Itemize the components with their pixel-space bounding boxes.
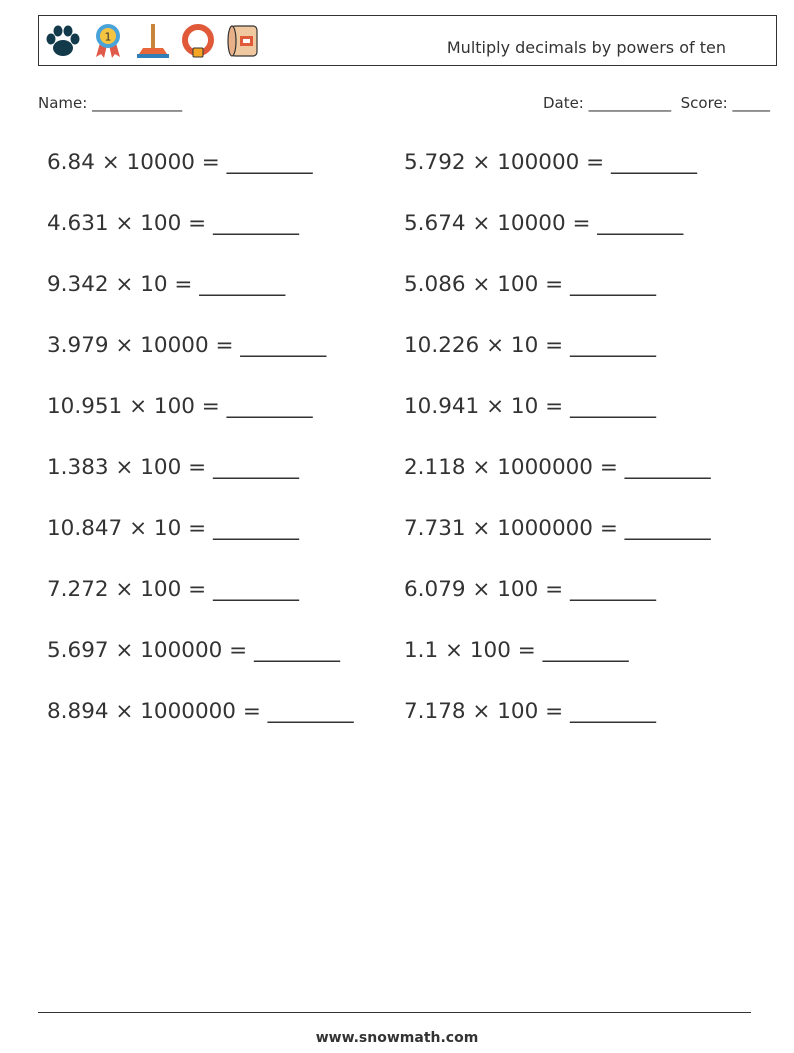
problem-item: 4.631 × 100 = ________ <box>47 211 299 236</box>
problem-column-left <box>47 145 354 755</box>
worksheet-header <box>38 15 777 66</box>
name-field: Name: ____________ <box>38 94 183 112</box>
problem-item: 5.697 × 100000 = ________ <box>47 638 340 663</box>
problem-item: 7.272 × 100 = ________ <box>47 577 299 602</box>
problem-item: 10.226 × 10 = ________ <box>404 333 656 358</box>
problem-item: 5.674 × 10000 = ________ <box>404 211 684 236</box>
header-icons <box>43 21 268 61</box>
footer-divider <box>38 1012 751 1013</box>
svg-text:1: 1 <box>104 30 112 44</box>
problem-item: 6.84 × 10000 = ________ <box>47 150 313 175</box>
toilet-plunger-icon <box>133 21 173 61</box>
problem-item: 1.1 × 100 = ________ <box>404 638 629 663</box>
problem-item: 10.847 × 10 = ________ <box>47 516 299 541</box>
problem-item: 7.178 × 100 = ________ <box>404 699 656 724</box>
problem-item: 7.731 × 1000000 = ________ <box>404 516 711 541</box>
date-score-fields: Date: ___________ Score: _____ <box>542 94 770 112</box>
ring-icon <box>178 21 218 61</box>
problem-item: 9.342 × 10 = ________ <box>47 272 286 297</box>
problem-item: 5.086 × 100 = ________ <box>404 272 656 297</box>
problem-item: 3.979 × 10000 = ________ <box>47 333 327 358</box>
problem-column-right <box>404 145 711 755</box>
problem-item: 10.941 × 10 = ________ <box>404 394 656 419</box>
problem-item: 8.894 × 1000000 = ________ <box>47 699 354 724</box>
problem-item: 5.792 × 100000 = ________ <box>404 150 697 175</box>
medal-icon <box>88 21 128 61</box>
page-title: Multiply decimals by powers of ten <box>446 38 726 57</box>
problem-item: 6.079 × 100 = ________ <box>404 577 656 602</box>
problem-item: 2.118 × 1000000 = ________ <box>404 455 711 480</box>
footer-website: www.snowmath.com <box>315 1030 479 1046</box>
problem-item: 10.951 × 100 = ________ <box>47 394 313 419</box>
paw-icon <box>43 21 83 61</box>
problem-item: 1.383 × 100 = ________ <box>47 455 299 480</box>
bandage-icon <box>223 21 263 61</box>
